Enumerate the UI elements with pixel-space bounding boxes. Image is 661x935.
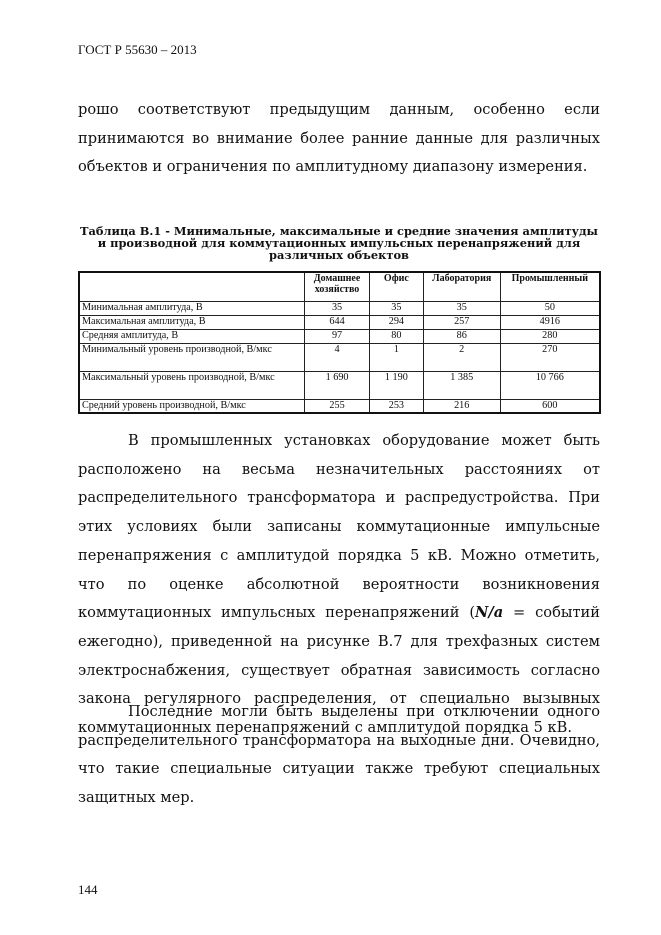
table-cell: 35 [369,301,423,315]
table-header-cell: Офис [369,272,423,301]
table-row [79,371,600,399]
table-cell: 80 [369,329,423,343]
table-header-cell: Лаборатория [423,272,500,301]
table-cell: 1 690 [305,371,370,399]
table-cell: 35 [305,301,370,315]
table-cell: 600 [500,399,600,413]
row-label: Средний уровень производной, В/мкс [79,399,305,413]
table-header-row [79,272,600,301]
table-cell: 644 [305,315,370,329]
table-cell: 2 [423,343,500,371]
table-cell: 216 [423,399,500,413]
row-label: Средняя амплитуда, В [79,329,305,343]
data-table [78,271,601,414]
table-cell: 35 [423,301,500,315]
table-cell: 86 [423,329,500,343]
table-caption: Таблица В.1 - Минимальные, максимальные и средние значения амплитуды и производной для коммутационных импульсных перенапряжений для различных объектов [80,224,598,262]
paragraph-industrial [78,427,600,743]
table-cell: 1 [369,343,423,371]
paragraph-text: В промышленных установках оборудование может быть расположено на весьма незначительных расстояниях от распределительного трансформатора и распредустройства. При этих условиях были записаны коммутационные импульсные перенапряжения с амплитудой порядка 5 кВ. Можно отметить, что по оценке абсолютной вероятности возникновения коммутационных импульсных перенапряжений ( [78,432,600,622]
table-cell: 4 [305,343,370,371]
table-cell: 257 [423,315,500,329]
page-number: 144 [78,882,98,897]
row-label: Максимальная амплитуда, В [79,315,305,329]
row-label: Максимальный уровень производной, В/мкс [79,371,305,399]
table-cell: 1 190 [369,371,423,399]
table-row [79,343,600,371]
table-cell: 294 [369,315,423,329]
table-row [79,315,600,329]
table-row [79,399,600,413]
table-cell: 280 [500,329,600,343]
table-header-cell: Домашнее хозяйство [305,272,370,301]
table-cell: 50 [500,301,600,315]
table-cell: 97 [305,329,370,343]
table-cell: 4916 [500,315,600,329]
table-header-cell: Промышленный [500,272,600,301]
formula: N/a [475,604,504,622]
row-label: Минимальная амплитуда, В [79,301,305,315]
document-standard-header: ГОСТ Р 55630 – 2013 [78,42,197,57]
table-cell: 270 [500,343,600,371]
table-row [79,329,600,343]
table-row [79,301,600,315]
row-label: Минимальный уровень производной, В/мкс [79,343,305,371]
table-cell: 253 [369,399,423,413]
table-header-cell [79,272,305,301]
table-cell: 255 [305,399,370,413]
paragraph-text: = событий ежегодно), приведенной на рисунке В.7 для трехфазных систем электроснабжения, существует обратная зависимость согласно закона регулярного распределения, от специально вызывных коммутационных перенапряжений с амплитудой порядка 5 кВ. [78,604,600,737]
table-cell: 10 766 [500,371,600,399]
table-cell: 1 385 [423,371,500,399]
paragraph-conclusion: Последние могли быть выделены при отключении одного распределительного трансформатора на выходные дни. Очевидно, что такие специальные ситуации также требуют специальных защитных мер. [78,703,600,807]
paragraph-intro: рошо соответствуют предыдущим данным, особенно если принимаются во внимание более ранние данные для различных объектов и ограничения по амплитудному диапазону измерения. [78,101,600,176]
